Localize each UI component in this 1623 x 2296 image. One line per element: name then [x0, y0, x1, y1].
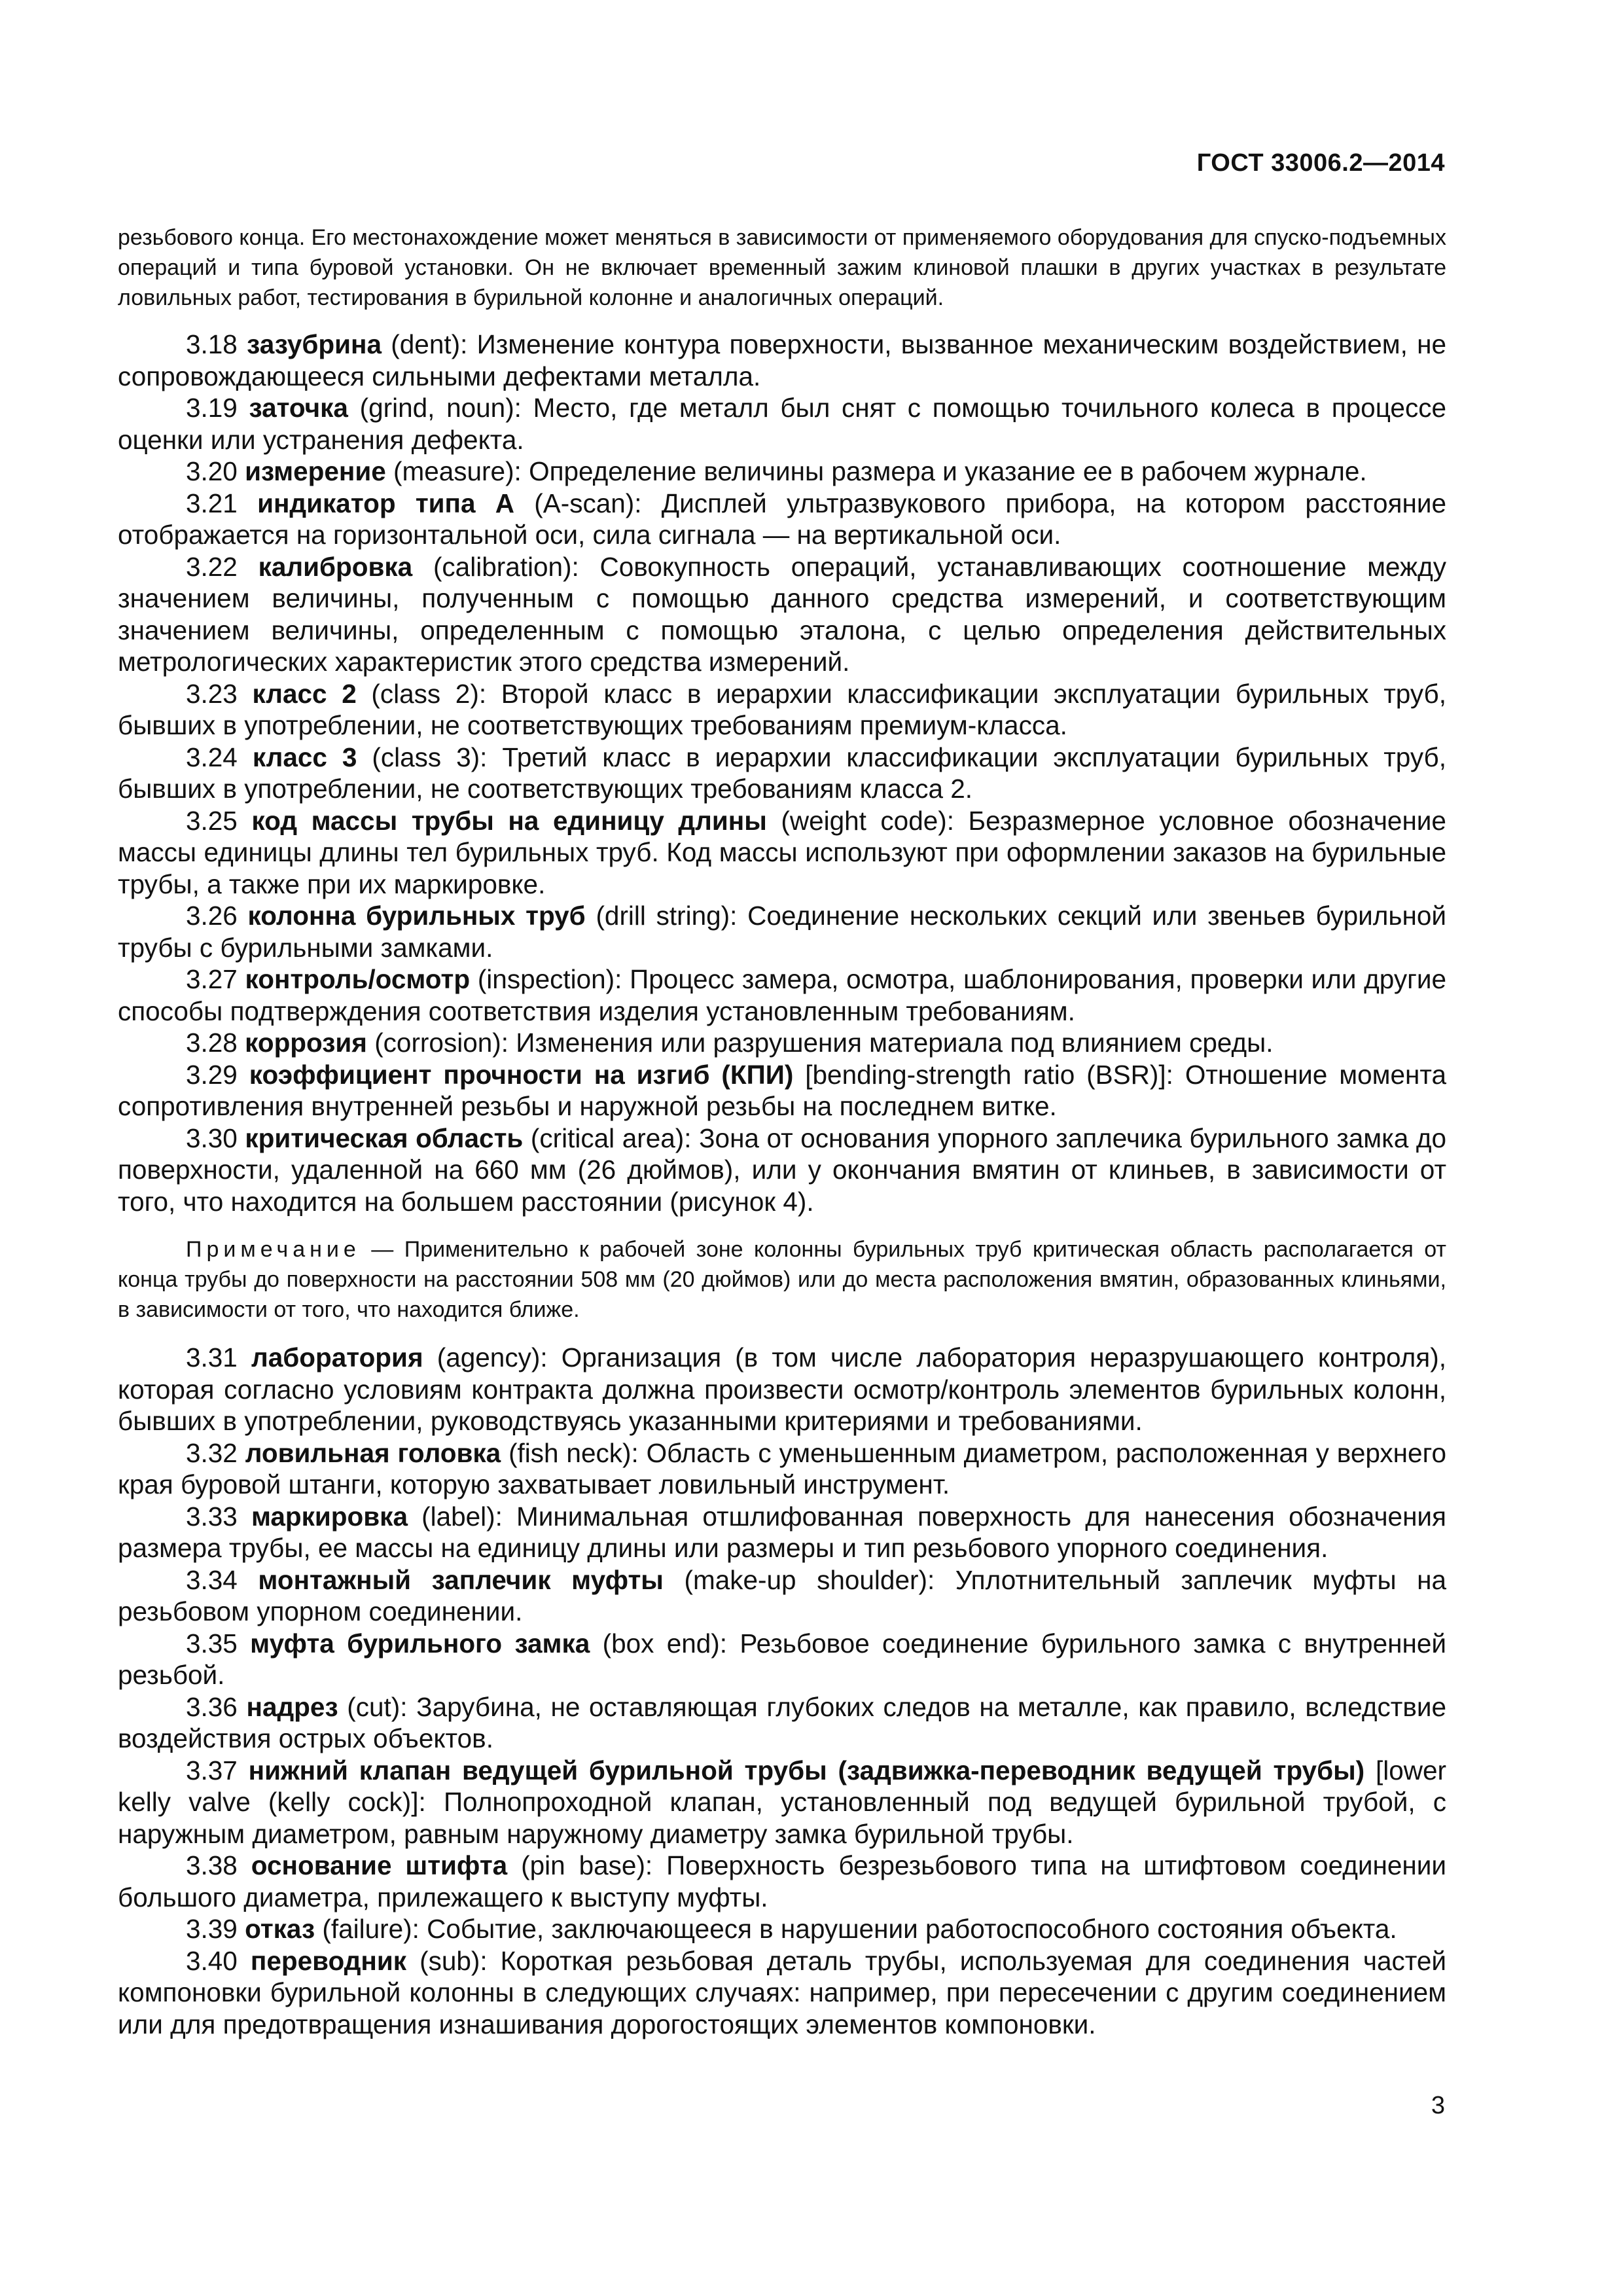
term-description: (cut): Зарубина, не оставляющая глубоких следов на металле, как правило, вследствие воздействия острых объектов.	[118, 1691, 1447, 1753]
term-definition	[118, 1850, 1446, 1913]
intro-paragraph: резьбового конца. Его местонахождение может меняться в зависимости от применяемого оборудования для спуско-подъемных операций и типа буровой установки. Он не включает временный зажим клиновой плашки в других участках в результате ловильных работ, тестирования в бурильной колонне и аналогичных операций.	[118, 225, 1446, 310]
term-description: (corrosion): Изменения или разрушения материала под влиянием среды.	[374, 1028, 1274, 1058]
term-definition	[118, 1945, 1446, 2041]
term-description: [lower kelly valve (kelly cock)]: Полнопроходной клапан, установленный под ведущей бурильной трубой, с наружным диаметром, равным наружному диаметру замка бурильной трубы.	[118, 1755, 1446, 1849]
term-name: переводник	[250, 1945, 407, 1976]
term-definition	[118, 1691, 1446, 1755]
term-description: [bending-strength ratio (BSR)]: Отношение момента сопротивления внутренней резьбы и наружной резьбы на последнем витке.	[118, 1059, 1446, 1121]
term-number: 3.24	[186, 742, 238, 772]
term-number: 3.32	[186, 1437, 238, 1468]
term-definition	[118, 678, 1446, 742]
term-definition	[118, 456, 1446, 488]
term-number: 3.19	[186, 393, 238, 423]
term-number: 3.26	[186, 901, 238, 931]
term-description: (label): Минимальная отшлифованная поверхность для нанесения обозначения размера трубы, ее массы на единицу длины или размеры и тип резьбового упорного соединения.	[118, 1501, 1446, 1563]
term-definition	[118, 1342, 1446, 1437]
term-name: коррозия	[245, 1028, 367, 1058]
term-description: (failure): Событие, заключающееся в нарушении работоспособного состояния объекта.	[322, 1914, 1397, 1944]
term-number: 3.39	[186, 1914, 238, 1944]
term-number: 3.40	[186, 1945, 238, 1976]
term-description: (inspection): Процесс замера, осмотра, шаблонирования, проверки или другие способы подтверждения соответствия изделия установленным требованиям.	[118, 964, 1446, 1026]
term-definition	[118, 1122, 1446, 1218]
term-description: (critical area): Зона от основания упорного заплечика бурильного замка до поверхности, удаленной на 660 мм (26 дюймов), или у окончания вмятин от клиньев, в зависимости от того, что находится на большем расстоянии (рисунок 4).	[118, 1122, 1446, 1217]
term-definition	[118, 1059, 1446, 1122]
term-name: лаборатория	[251, 1342, 423, 1372]
term-name: критическая область	[245, 1122, 524, 1153]
term-name: калибровка	[258, 551, 413, 582]
term-description: (class 3): Третий класс в иерархии классификации эксплуатации бурильных труб, бывших в употреблении, не соответствующих требованиям класса 2.	[118, 742, 1446, 804]
term-number: 3.18	[186, 329, 238, 359]
term-definition	[118, 551, 1446, 678]
term-definition	[118, 1437, 1446, 1501]
term-number: 3.37	[186, 1755, 238, 1785]
page-number: 3	[1431, 2092, 1445, 2119]
term-description: (drill string): Соединение нескольких секций или звеньев бурильной трубы с бурильными замками.	[118, 901, 1446, 963]
term-name: измерение	[245, 456, 386, 486]
term-name: муфта бурильного замка	[250, 1628, 590, 1659]
term-name: код массы трубы на единицу длины	[251, 805, 767, 836]
term-name: зазубрина	[247, 329, 382, 359]
term-name: надрез	[246, 1691, 338, 1722]
term-definition	[118, 1628, 1446, 1691]
term-number: 3.25	[186, 805, 238, 836]
term-name: индикатор типа А	[257, 488, 515, 518]
term-description: (dent): Изменение контура поверхности, вызванное механическим воздействием, не сопровождающееся сильными дефектами металла.	[118, 329, 1446, 391]
standard-code-header: ГОСТ 33006.2—2014	[1196, 149, 1445, 177]
term-number: 3.30	[186, 1122, 238, 1153]
term-number: 3.22	[186, 551, 238, 582]
term-description: (sub): Короткая резьбовая деталь трубы, используемая для соединения частей компоновки бурильной колонны в следующих случаях: например, при пересечении с другим соединением или для предотвращения изнашивания дорогостоящих элементов компоновки.	[118, 1945, 1446, 2039]
term-definition	[118, 1755, 1446, 1850]
term-description: (calibration): Совокупность операций, устанавливающих соотношение между значением величины, полученным с помощью данного средства измерений, и соответствующим значением величины, определенным с помощью эталона, с целью определения действительных метрологических характеристик этого средства измерений.	[118, 551, 1446, 677]
term-number: 3.28	[186, 1028, 238, 1058]
term-description: (A-scan): Дисплей ультразвукового прибора, на котором расстояние отображается на горизонтальной оси, сила сигнала — на вертикальной оси.	[118, 488, 1446, 550]
term-number: 3.27	[186, 964, 238, 994]
term-name: маркировка	[251, 1501, 408, 1532]
term-definition	[118, 963, 1446, 1027]
term-definition	[118, 900, 1446, 963]
term-name: ловильная головка	[245, 1437, 501, 1468]
term-definition	[118, 1564, 1446, 1628]
term-number: 3.35	[186, 1628, 238, 1659]
term-name: контроль/осмотр	[245, 964, 471, 994]
term-name: монтажный заплечик муфты	[258, 1564, 664, 1595]
term-number: 3.38	[186, 1850, 238, 1880]
term-name: колонна бурильных труб	[247, 901, 586, 931]
term-definition	[118, 742, 1446, 805]
term-description: (box end): Резьбовое соединение бурильного замка с внутренней резьбой.	[118, 1628, 1446, 1690]
term-number: 3.23	[186, 678, 238, 709]
term-description: (pin base): Поверхность безрезьбового типа на штифтовом соединении большого диаметра, прилежащего к выступу муфты.	[118, 1850, 1446, 1912]
term-number: 3.20	[186, 456, 238, 486]
term-number: 3.21	[186, 488, 238, 518]
page-content	[118, 223, 1446, 2040]
term-name: основание штифта	[251, 1850, 508, 1880]
term-description: (agency): Организация (в том числе лаборатория неразрушающего контроля), которая согласно условиям контракта должна произвести осмотр/контроль элементов бурильных колонн, бывших в употреблении, руководствуясь указанными критериями и требованиями.	[118, 1342, 1446, 1436]
term-number: 3.34	[186, 1564, 238, 1595]
term-name: нижний клапан ведущей бурильной трубы (задвижка-переводник ведущей трубы)	[248, 1755, 1365, 1785]
term-definition	[118, 329, 1446, 392]
term-name: класс 3	[252, 742, 357, 772]
term-description: (make-up shoulder): Уплотнительный заплечик муфты на резьбовом упорном соединении.	[118, 1564, 1447, 1626]
term-number: 3.29	[186, 1059, 238, 1090]
term-definition	[118, 392, 1446, 456]
term-number: 3.33	[186, 1501, 238, 1532]
term-list-after-note	[118, 1342, 1446, 2040]
term-definition	[118, 1913, 1446, 1945]
term-number: 3.36	[186, 1691, 238, 1722]
term-description: (fish neck): Область с уменьшенным диаметром, расположенная у верхнего края буровой штанги, которую захватывает ловильный инструмент.	[118, 1437, 1446, 1499]
note-label: Примечание	[186, 1237, 361, 1262]
note-text: — Применительно к рабочей зоне колонны бурильных труб критическая область располагается от конца трубы до поверхности на расстоянии 508 мм (20 дюймов) или до места расположения вмятин, образованных клиньями, в зависимости от того, что находится ближе.	[118, 1237, 1446, 1322]
term-definition	[118, 488, 1446, 551]
term-description: (class 2): Второй класс в иерархии классификации эксплуатации бурильных труб, бывших в употреблении, не соответствующих требованиям премиум-класса.	[118, 678, 1446, 740]
term-description: (measure): Определение величины размера и указание ее в рабочем журнале.	[393, 456, 1367, 486]
term-definition	[118, 1501, 1446, 1564]
term-name: коэффициент прочности на изгиб (КПИ)	[249, 1059, 794, 1090]
term-name: отказ	[245, 1914, 315, 1944]
term-name: класс 2	[252, 678, 357, 709]
term-definition	[118, 805, 1446, 901]
term-description: (weight code): Безразмерное условное обозначение массы единицы длины тел бурильных труб. Код массы используют при оформлении заказов на бурильные трубы, а также при их маркировке.	[118, 805, 1446, 899]
term-list-before-note	[118, 329, 1446, 1217]
term-number: 3.31	[186, 1342, 238, 1372]
term-name: заточка	[249, 393, 348, 423]
term-description: (grind, noun): Место, где металл был снят с помощью точильного колеса в процессе оценки или устранения дефекта.	[118, 393, 1446, 455]
term-definition	[118, 1027, 1446, 1059]
note-paragraph	[118, 1234, 1446, 1325]
